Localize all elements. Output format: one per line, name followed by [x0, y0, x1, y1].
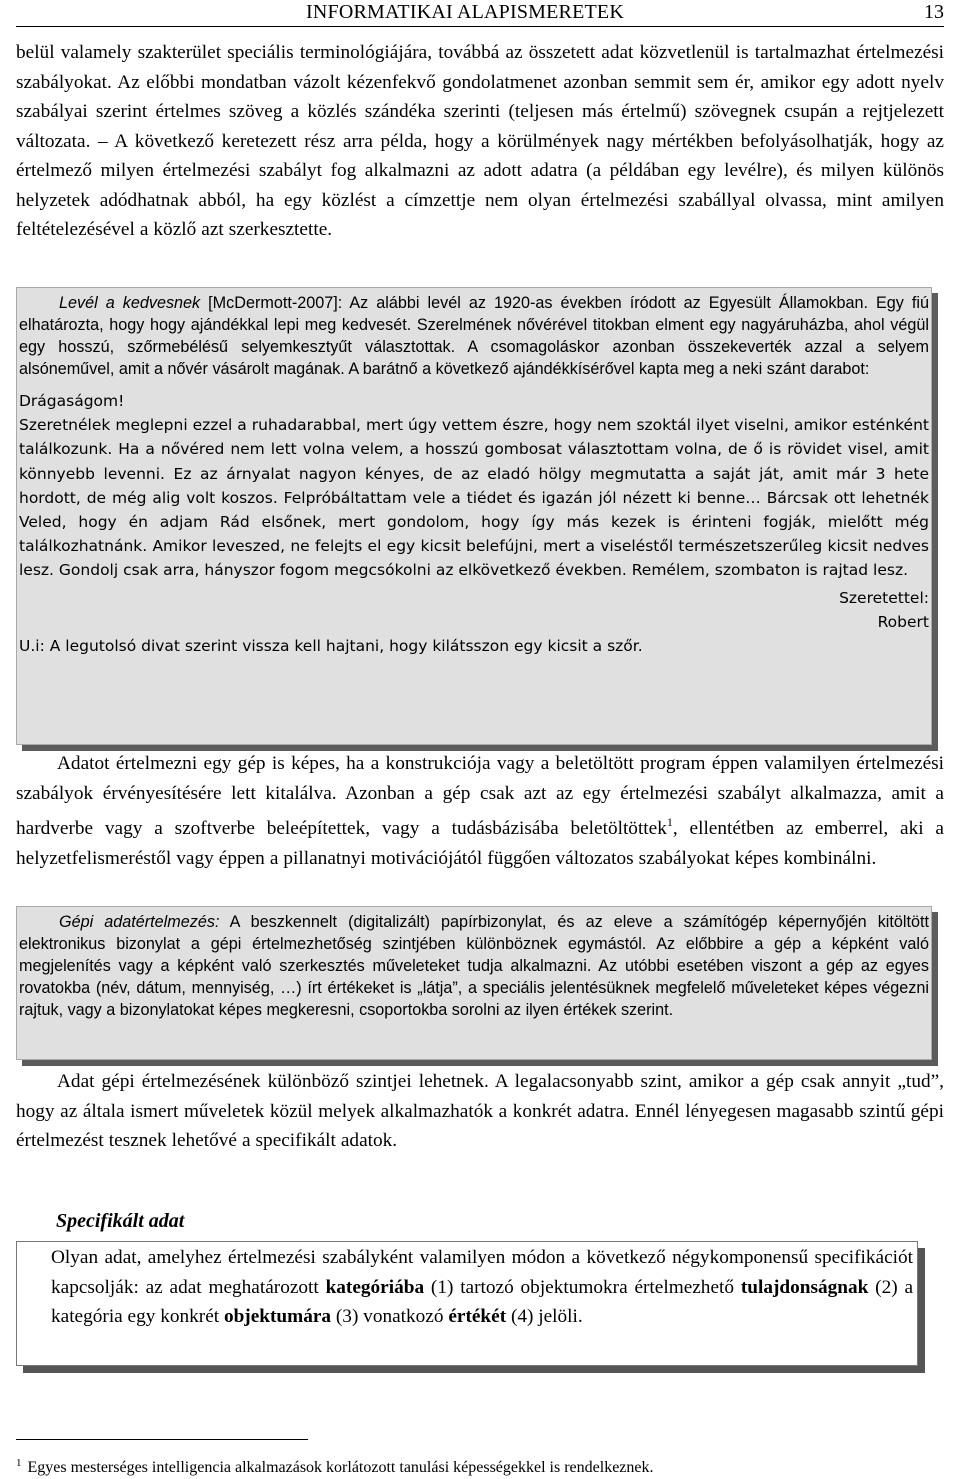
footnote-divider: [16, 1439, 308, 1440]
machine-interpretation-text: [19, 911, 929, 1021]
definition-text-1: Olyan adat, amelyhez értelmezési szabályként valamilyen módon a következő négykomponensű specifikációt kapcsolják: az adat meghatározott: [51, 1247, 913, 1298]
body-paragraph-1: belül valamely szakterület speciális terminológiájára, továbbá az összetett adat közvetlenül is tartalmazhat értelmezési szabályokat. Az előbbi mondatban vázolt kézenfekvő gondolatmenet azonban semmit sem ér, amikor egy adott nyelv szabályai szerint értelmes szöveg a közlés szándéka szerinti (teljesen más értelmű) szövegnek csupán a rejtjelezett változata. – A következő keretezett rész arra példa, hogy a körülmények nagy mértékben befolyásolhatják, hogy az értelmező milyen értelmezési szabályt fog alkalmazni az adott adatra (a példában egy levélre), és milyen különös helyzetek adódhatnak abból, ha egy közlést a címzettje nem olyan értelmezési szabállyal olvassa, mint amilyen feltételezésével a közlő azt szerkesztette.: [16, 42, 944, 240]
definition-term-value: értékét: [448, 1306, 507, 1327]
footnote-reference[interactable]: 1: [666, 815, 673, 829]
letter-postscript: U.i: A legutolsó divat szerint vissza kell hajtani, hogy kilátsszon egy kicsit a szőr.: [19, 637, 643, 656]
body-paragraph-3: Adat gépi értelmezésének különböző szintjei lehetnek. A legalacsonyabb szint, amikor a gép csak annyit „tud”, hogy az általa ismert műveletek közül melyek alkalmazhatók a konkrét adatra. Ennél lényegesen magasabb szintű gépi értelmezést tesznek lehetővé a specifikált adatok.: [16, 1071, 944, 1151]
definition-text-2: (1) tartozó objektumokra értelmezhető: [424, 1276, 741, 1298]
letter-body: Szeretnélek meglepni ezzel a ruhadarabbal, mert úgy vettem észre, hogy nem szoktál ilyet viselni, amikor esténként találkozunk. Ha a nővéred nem lett volna velem, a hosszú gombosat választottam volna, de ő is rövidet visel, amit könnyebb levenni. Ez az árnyalat nagyon kényes, de az eladó hölgy megmutatta a saját ját, amit már 3 hete hordott, de még alig volt koszos. Felpróbáltattam vele a tiédet és igazán jól nézett ki benne… Bárcsak ott lehetnék Veled, hogy én adjam Rád elsőnek, mert gondolom, hogy így más kezek is érinteni fogják, mielőtt még találkozhatnánk. Amikor leveszed, ne felejts el egy kicsit belefújni, mert a viseléstől természetszerűleg kicsit nedves lesz. Gondolj csak arra, hányszor fogom megcsókolni az elkövetkező években. Remélem, szombaton is rajtad lesz.: [19, 416, 929, 580]
letter-signature: Robert: [877, 612, 929, 631]
header-title: INFORMATIKAI ALAPISMERETEK: [306, 1, 624, 23]
definition-box: [16, 1241, 918, 1366]
body-paragraph-2: [16, 749, 944, 873]
letter-salutation: Drágaságom!: [19, 392, 125, 410]
letter-box-label: Levél a kedvesnek: [59, 294, 201, 312]
page-number: 13: [924, 1, 944, 23]
footnote-number: 1: [16, 1457, 22, 1469]
definition-text-5: (4) jelöli.: [506, 1306, 583, 1327]
letter-closing: Szeretettel:: [839, 588, 929, 607]
letter-intro-text: [McDermott-2007]: Az alábbi levél az 1920-as években íródott az Egyesült Államokban. Egy fiú elhatározta, hogy hogy ajándékkal lepi meg kedvesét. Szerelmének nővérével titokban elment egy nagyáruházba, ahol végül egy hosszú, szőrmebélésű selyemkesztyűt választottak. A csomagoláskor azonban összekeverték azzal a selyem alsóneművel, amit a nővér vásárolt magának. A barátnő a következő ajándékkísérővel kapta meg a neki szánt darabot:: [19, 294, 929, 378]
machine-box-body: A beszkennelt (digitalizált) papírbizonylat, és az eleve a számítógép képernyőjén kitöltött elektronikus bizonylat a gépi értelmezhetőség szintjében különböznek egymástól. Az előbbire a gép a képként való megjelenítés vagy a képként való szerkesztés műveleteket tudja alkalmazni. Az utóbbi esetében viszont a gép az egyes rovatokba (név, dátum, mennyiség, …) írt értékeket is „látja”, a speciális jelentésüknek megfelelő műveleteket képes végezni rajtuk, vagy a bizonylatokat képes megkeresni, csoportokba sorolni az ilyen értékek szerint.: [19, 913, 929, 1019]
definition-term-category: kategóriába: [325, 1276, 425, 1298]
letter-example-box: [16, 287, 932, 745]
footnote-text: Egyes mesterséges intelligencia alkalmazások korlátozott tanulási képességekkel is rendelkeznek.: [27, 1459, 654, 1476]
footnote: [16, 1452, 654, 1479]
machine-interpretation-box: [16, 906, 932, 1060]
definition-text-4: (3) vonatkozó: [331, 1306, 449, 1327]
page-header: [16, 0, 944, 27]
paragraph2-text-before: Adatot értelmezni egy gép is képes, ha a konstrukciója vagy a beletöltött program éppen valamilyen értelmezési szabályok érvényesítésére lett kitalálva. Azonban a gép csak azt az egy értelmezési szabályt alkalmazza, amit a hardverbe vagy a szoftverbe beleépítettek, vagy a tudásbázisába beletöltöttek: [16, 753, 944, 839]
definition-text-3: (2) a kategória egy konkrét: [51, 1276, 913, 1327]
section-heading: Specifikált adat: [56, 1210, 185, 1232]
letter-intro: [19, 292, 929, 380]
paragraph2-text-after: , ellentétben az emberrel, aki a helyzetfelismeréstől vagy éppen a pillanatnyi motivációjától függően változatos szabályokat képes kombinálni.: [16, 818, 944, 869]
definition-term-object: objektumára: [223, 1306, 332, 1327]
machine-box-label: Gépi adatértelmezés:: [59, 913, 220, 931]
definition-term-property: tulajdonságnak: [740, 1276, 869, 1298]
